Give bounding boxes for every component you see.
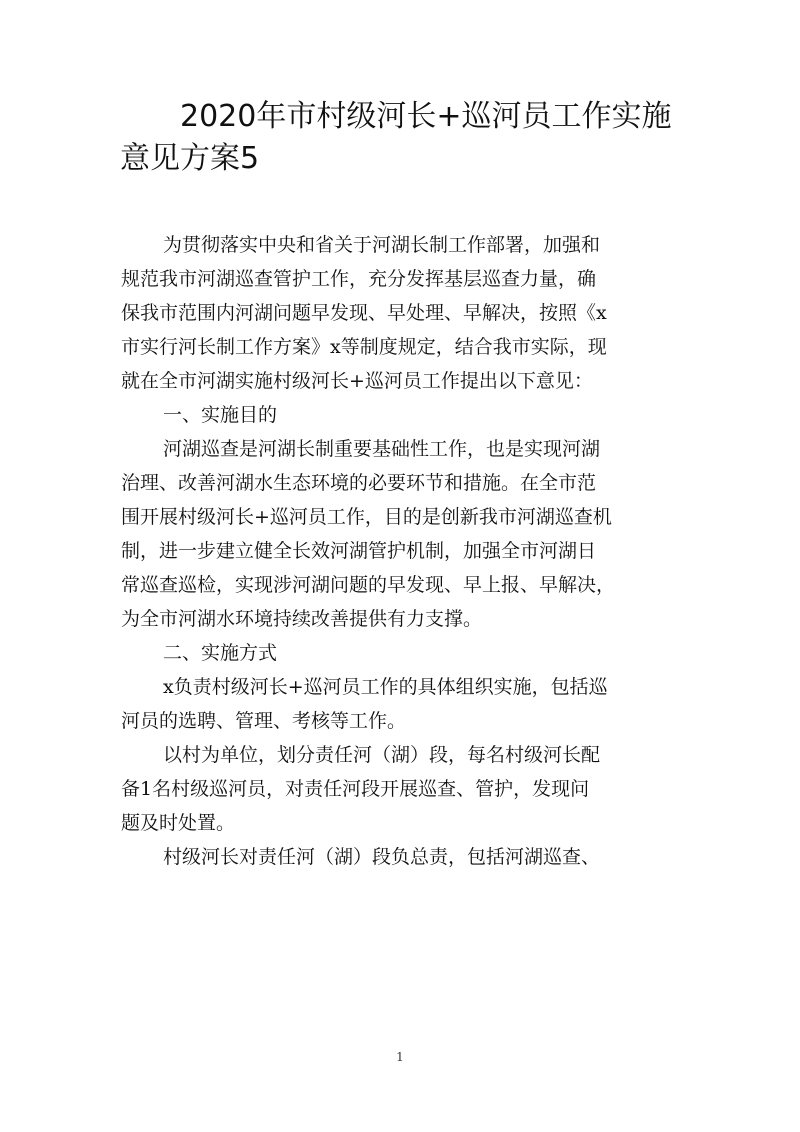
- paragraph-line: 制，进一步建立健全长效河湖管护机制，加强全市河湖日: [121, 540, 597, 562]
- paragraph-line: 为全市河湖水环境持续改善提供有力支撑。: [121, 608, 483, 630]
- paragraph-line: 备1名村级巡河员，对责任河段开展巡查、管护，发现问: [121, 778, 590, 800]
- paragraph-line: 村级河长对责任河（湖）段负总责，包括河湖巡查、: [163, 846, 601, 868]
- paragraph-line: 治理、改善河湖水生态环境的必要环节和措施。在全市范: [121, 472, 597, 494]
- paragraph-line: 河员的选聘、管理、考核等工作。: [121, 710, 407, 732]
- paragraph-line: 题及时处置。: [121, 812, 236, 834]
- document-title: 2020年市村级河长+巡河员工作实施意见方案5: [120, 99, 672, 176]
- section-heading: 二、实施方式: [163, 642, 278, 664]
- document-body: [121, 228, 681, 874]
- section-heading: 一、实施目的: [163, 404, 278, 426]
- paragraph-line: 就在全市河湖实施村级河长+巡河员工作提出以下意见：: [121, 370, 593, 392]
- paragraph-line: x负责村级河长+巡河员工作的具体组织实施，包括巡: [163, 676, 608, 698]
- paragraph-line: 保我市范围内河湖问题早发现、早处理、早解决，按照《x: [121, 302, 607, 324]
- paragraph-line: 以村为单位，划分责任河（湖）段，每名村级河长配: [163, 744, 601, 766]
- page-number: 1: [396, 1050, 404, 1064]
- paragraph-line: 河湖巡查是河湖长制重要基础性工作，也是实现河湖: [163, 438, 601, 460]
- paragraph-line: 规范我市河湖巡查管护工作，充分发挥基层巡查力量，确: [121, 268, 597, 290]
- paragraph-line: 为贯彻落实中央和省关于河湖长制工作部署，加强和: [163, 234, 601, 256]
- paragraph-line: 市实行河长制工作方案》x等制度规定，结合我市实际，现: [121, 336, 607, 358]
- paragraph-line: 常巡查巡检，实现涉河湖问题的早发现、早上报、早解决，: [121, 574, 616, 596]
- paragraph-line: 围开展村级河长+巡河员工作，目的是创新我市河湖巡查机: [121, 506, 612, 528]
